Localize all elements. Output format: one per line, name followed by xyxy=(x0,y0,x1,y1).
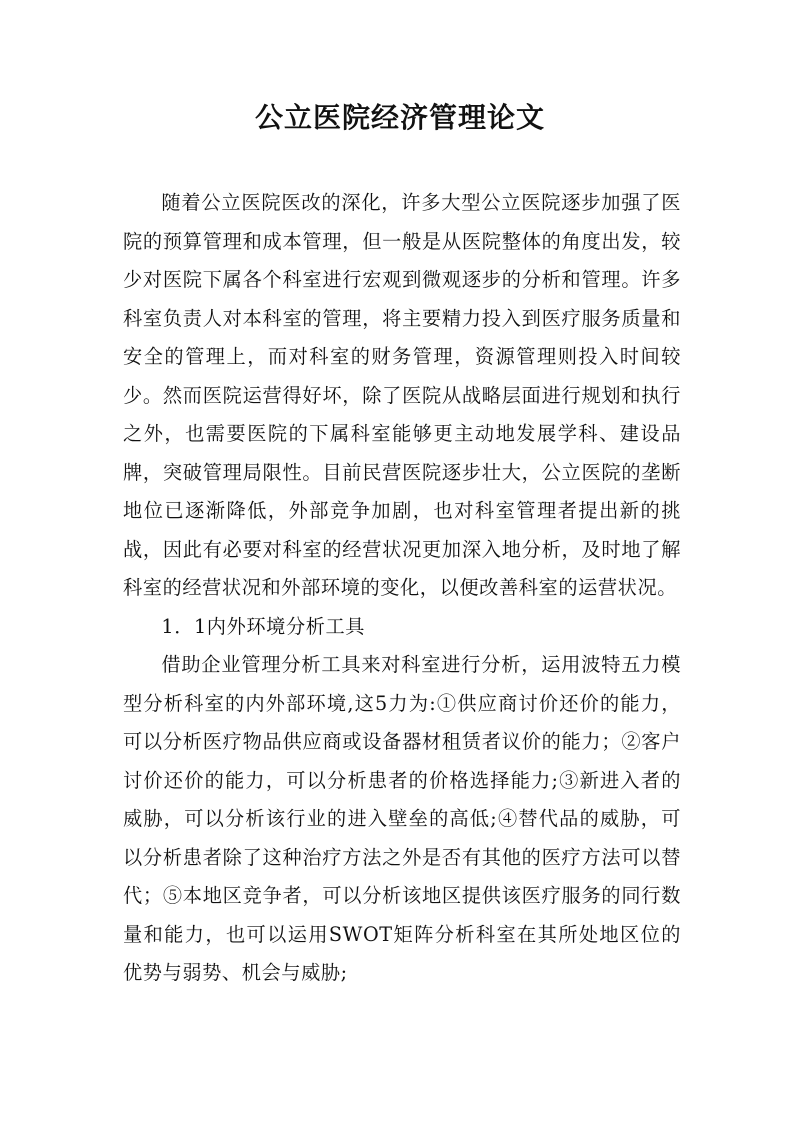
section-heading: 1．1内外环境分析工具 xyxy=(161,614,366,638)
document-title: 公立医院经济管理论文 xyxy=(254,101,545,134)
intro-paragraph: 随着公立医院医改的深化，许多大型公立医院逐步加强了医院的预算管理和成本管理，但一般是从医院整体的角度出发，较少对医院下属各个科室进行宏观到微观逐步的分析和管理。许多科室负责人对本科室的管理，将主要精力投入到医疗服务质量和安全的管理上，而对科室的财务管理，资源管理则投入时间较少。然而医院运营得好坏，除了医院从战略层面进行规划和执行之外，也需要医院的下属科室能够更主动地发展学科、建设品牌，突破管理局限性。目前民营医院逐步壮大，公立医院的垄断地位已逐渐降低，外部竞争加剧，也对科室管理者提出新的挑战，因此有必要对科室的经营状况更加深入地分析，及时地了解科室的经营状况和外部环境的变化，以便改善科室的运营状况。 xyxy=(123,191,681,599)
section-paragraph: 借助企业管理分析工具来对科室进行分析，运用波特五力模型分析科室的内外部环境,这5力为:①供应商讨价还价的能力，可以分析医疗物品供应商或设备器材租赁者议价的能力；②客户讨价还价的能力，可以分析患者的价格选择能力;③新进入者的威胁，可以分析该行业的进入壁垒的高低;④替代品的威胁，可以分析患者除了这种治疗方法之外是否有其他的医疗方法可以替代；⑤本地区竞争者，可以分析该地区提供该医疗服务的同行数量和能力，也可以运用SWOT矩阵分析科室在其所处地区位的优势与弱势、机会与威胁; xyxy=(123,653,681,984)
document-body xyxy=(123,184,681,993)
